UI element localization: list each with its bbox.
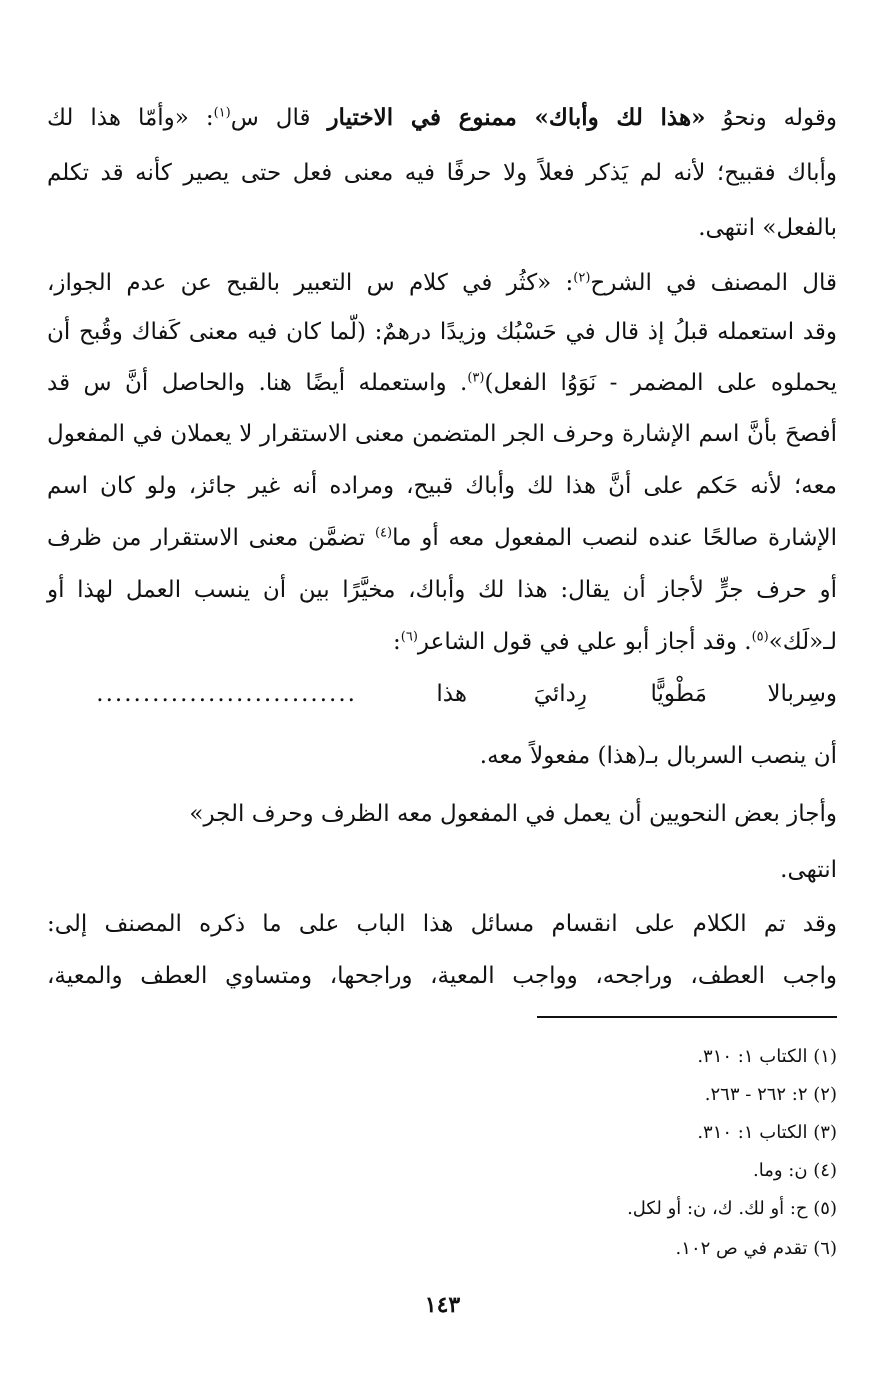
text-line-9: الإشارة صالحًا عنده لنصب المفعول معه أو ما$^{(٤)}$ تضمَّن معنى الاستقرار من ظرف xyxy=(47,525,837,551)
verse-word-1: وسِربالا xyxy=(767,681,837,707)
text-line-6: يحملوه على المضمر - نَوَوُا الفعل)$^{(٣)}$. واستعمله أيضًا هنا. والحاصل أنَّ س قد xyxy=(47,370,838,396)
footnote-1: (١) الكتاب ١: ٣١٠. xyxy=(697,1046,837,1067)
text-line-2: وأباك فقبيح؛ لأنه لم يَذكر فعلاً ولا حرفًا فيه معنى فعل حتى يصير كأنه قد تكلم xyxy=(47,160,837,186)
text-line-15: وقد تم الكلام على انقسام مسائل هذا الباب على ما ذكره المصنف إلى: xyxy=(47,911,837,937)
text-line-12: أن ينصب السربال بـ(هذا) مفعولاً معه. xyxy=(479,743,837,769)
footnote-4: (٤) ن: وما. xyxy=(753,1160,837,1181)
footnote-3: (٣) الكتاب ١: ٣١٠. xyxy=(697,1122,837,1143)
text-line-10: أو حرف جرٍّ لأجاز أن يقال: هذا لك وأباك، مخيَّرًا بين أن ينسب العمل لهذا أو xyxy=(47,577,837,603)
verse-word-2: مَطْويًّا xyxy=(650,681,707,707)
footnote-6: (٦) تقدم في ص ١٠٢. xyxy=(675,1238,837,1259)
footnote-2: (٢) ٢: ٢٦٢ - ٢٦٣. xyxy=(704,1084,837,1105)
poetry-verse xyxy=(47,676,837,716)
verse-word-3: رِدائيَ xyxy=(533,681,587,707)
verse-word-4: هذا xyxy=(436,681,467,707)
page-number: ١٤٣ xyxy=(424,1292,461,1318)
text-line-5: وقد استعمله قبلُ إذ قال في حَسْبُك وزيدًا درهمٌ: (لّما كان فيه معنى كَفاك وقُبح أن xyxy=(47,319,837,345)
text-line-13: وأجاز بعض النحويين أن يعمل في المفعول معه الظرف وحرف الجر» xyxy=(189,801,837,827)
text-line-11: لـ«لَك»$^{(٥)}$. وقد أجاز أبو علي في قول الشاعر$^{(٦)}$: xyxy=(393,629,837,655)
text-line-8: معه؛ لأنه حَكم على أنَّ هذا لك وأباك قبيح، ومراده أنه غير جائز، ولو كان اسم xyxy=(47,473,837,499)
text-line-3: بالفعل» انتهى. xyxy=(698,215,837,241)
text-line-4: قال المصنف في الشرح$^{(٢)}$: «كثُر في كلام س التعبير بالقبح عن عدم الجواز، xyxy=(47,270,837,296)
text-line-7: أفصحَ بأنَّ اسم الإشارة وحرف الجر المتضمن معنى الاستقرار لا يعملان في المفعول xyxy=(47,421,837,447)
text-line-1: وقوله ونحوُ «هذا لك وأباك» ممنوع في الاختيار قال س$^{(١)}$: «وأمّا هذا لك xyxy=(47,104,837,131)
text-line-14: انتهى. xyxy=(780,857,837,883)
text-line-16: واجب العطف، وراجحه، وواجب المعية، وراجحها، ومتساوي العطف والمعية، xyxy=(47,963,837,989)
footnote-separator xyxy=(537,1016,837,1018)
footnote-5: (٥) ح: أو لك. ك، ن: أو لكل. xyxy=(627,1198,837,1219)
verse-ellipsis: ............................ xyxy=(96,681,357,707)
